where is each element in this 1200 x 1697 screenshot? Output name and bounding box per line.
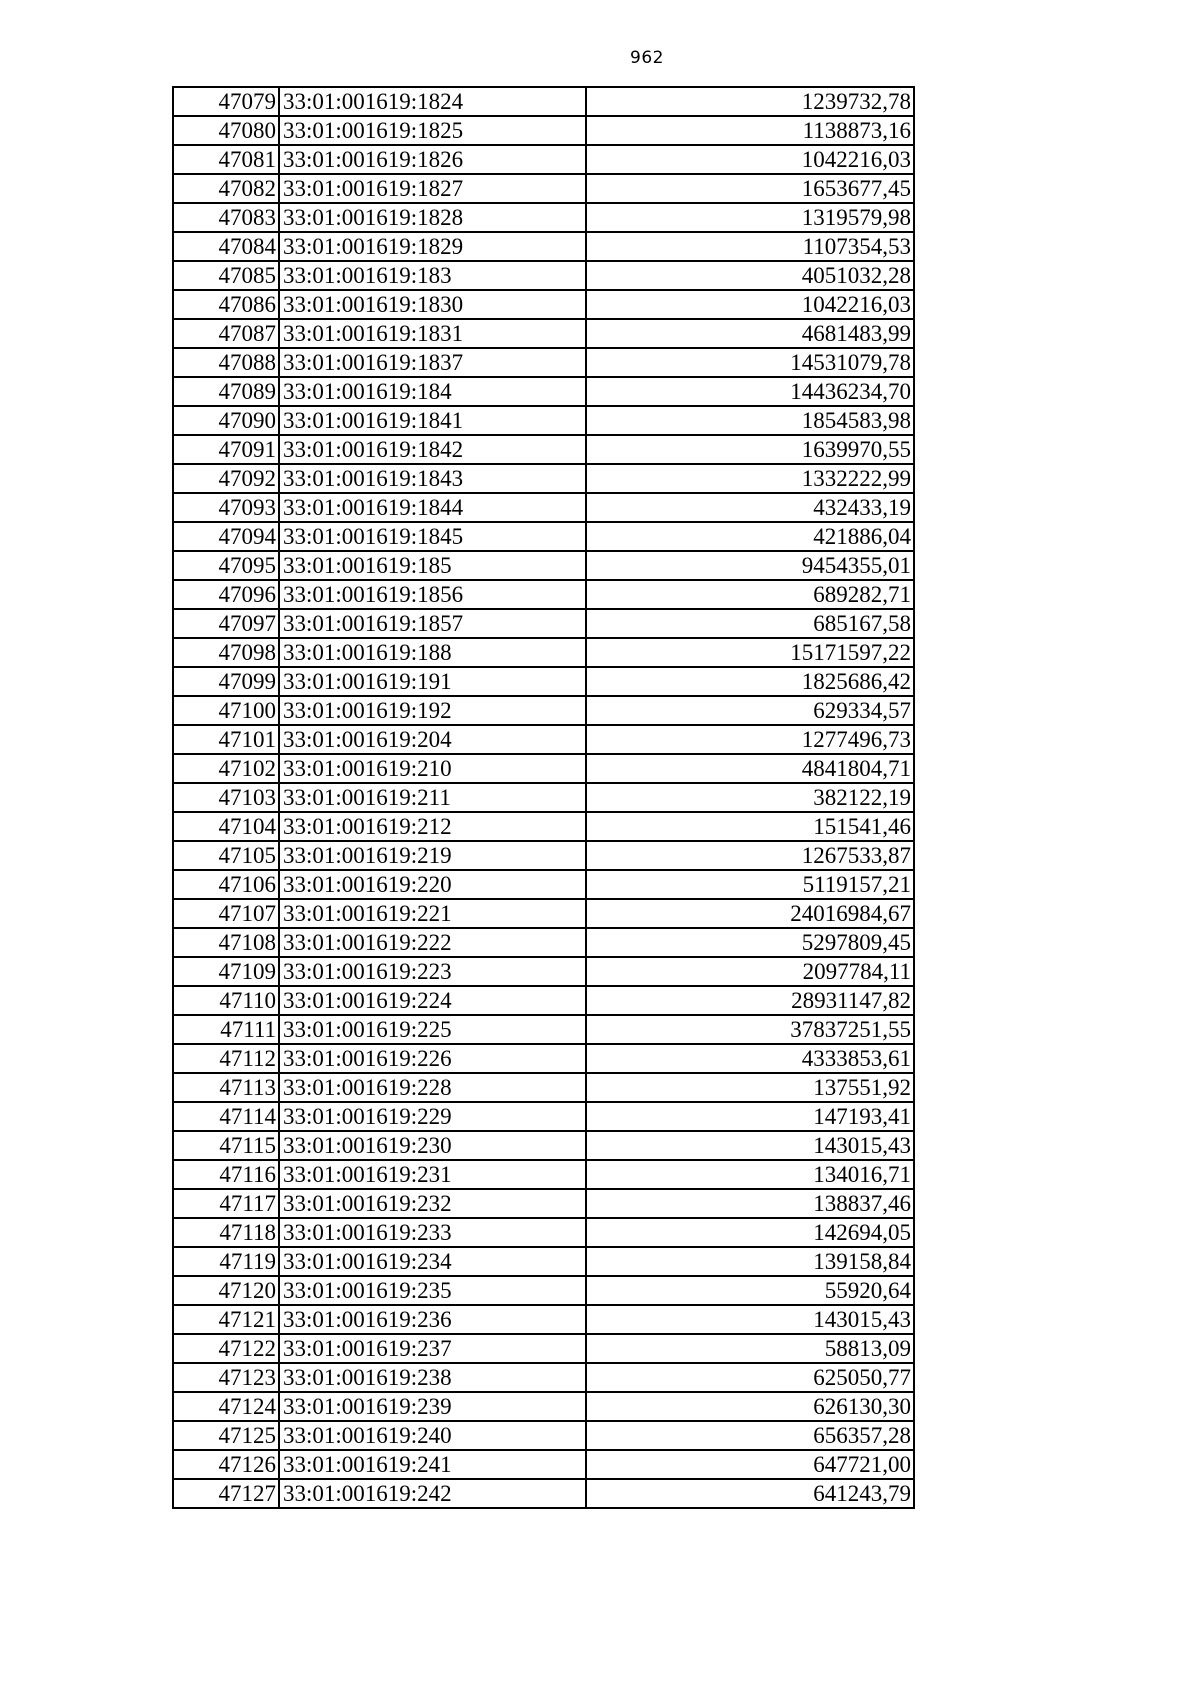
- table-row: [173, 870, 914, 899]
- value-cell: 641243,79: [586, 1479, 914, 1508]
- value-cell: 421886,04: [586, 522, 914, 551]
- table-row: [173, 1015, 914, 1044]
- value-cell: 432433,19: [586, 493, 914, 522]
- value-cell: 58813,09: [586, 1334, 914, 1363]
- row-number-cell: 47121: [173, 1305, 279, 1334]
- cadastral-number-cell: 33:01:001619:1824: [279, 87, 586, 116]
- table-row: [173, 1247, 914, 1276]
- row-number-cell: 47123: [173, 1363, 279, 1392]
- row-number-cell: 47079: [173, 87, 279, 116]
- row-number-cell: 47110: [173, 986, 279, 1015]
- row-number-cell: 47107: [173, 899, 279, 928]
- cadastral-number-cell: 33:01:001619:1825: [279, 116, 586, 145]
- table-row: [173, 841, 914, 870]
- table-row: [173, 609, 914, 638]
- table-row: [173, 522, 914, 551]
- table-row: [173, 1334, 914, 1363]
- table-row: [173, 1160, 914, 1189]
- cadastral-number-cell: 33:01:001619:234: [279, 1247, 586, 1276]
- cadastral-number-cell: 33:01:001619:226: [279, 1044, 586, 1073]
- row-number-cell: 47089: [173, 377, 279, 406]
- table-row: [173, 754, 914, 783]
- value-cell: 689282,71: [586, 580, 914, 609]
- value-cell: 1042216,03: [586, 290, 914, 319]
- value-cell: 4051032,28: [586, 261, 914, 290]
- cadastral-number-cell: 33:01:001619:239: [279, 1392, 586, 1421]
- table-row: [173, 377, 914, 406]
- table-row: [173, 145, 914, 174]
- table-row: [173, 203, 914, 232]
- table-row: [173, 812, 914, 841]
- value-cell: 137551,92: [586, 1073, 914, 1102]
- table-row: [173, 464, 914, 493]
- cadastral-number-cell: 33:01:001619:235: [279, 1276, 586, 1305]
- table-row: [173, 435, 914, 464]
- row-number-cell: 47082: [173, 174, 279, 203]
- cadastral-number-cell: 33:01:001619:1844: [279, 493, 586, 522]
- row-number-cell: 47124: [173, 1392, 279, 1421]
- table-row: [173, 1479, 914, 1508]
- row-number-cell: 47104: [173, 812, 279, 841]
- cadastral-number-cell: 33:01:001619:231: [279, 1160, 586, 1189]
- value-cell: 4681483,99: [586, 319, 914, 348]
- row-number-cell: 47099: [173, 667, 279, 696]
- row-number-cell: 47114: [173, 1102, 279, 1131]
- cadastral-number-cell: 33:01:001619:1842: [279, 435, 586, 464]
- cadastral-number-cell: 33:01:001619:232: [279, 1189, 586, 1218]
- cadastral-number-cell: 33:01:001619:230: [279, 1131, 586, 1160]
- row-number-cell: 47112: [173, 1044, 279, 1073]
- value-cell: 143015,43: [586, 1131, 914, 1160]
- table-row: [173, 261, 914, 290]
- row-number-cell: 47095: [173, 551, 279, 580]
- cadastral-number-cell: 33:01:001619:1843: [279, 464, 586, 493]
- row-number-cell: 47092: [173, 464, 279, 493]
- row-number-cell: 47108: [173, 928, 279, 957]
- table-row: [173, 1189, 914, 1218]
- table-row: [173, 1363, 914, 1392]
- value-cell: 685167,58: [586, 609, 914, 638]
- cadastral-value-table: [172, 86, 915, 1509]
- cadastral-number-cell: 33:01:001619:1828: [279, 203, 586, 232]
- table-row: [173, 1305, 914, 1334]
- row-number-cell: 47120: [173, 1276, 279, 1305]
- value-cell: 14531079,78: [586, 348, 914, 377]
- value-cell: 1639970,55: [586, 435, 914, 464]
- cadastral-number-cell: 33:01:001619:241: [279, 1450, 586, 1479]
- table-row: [173, 725, 914, 754]
- value-cell: 151541,46: [586, 812, 914, 841]
- value-cell: 28931147,82: [586, 986, 914, 1015]
- value-cell: 147193,41: [586, 1102, 914, 1131]
- table-row: [173, 899, 914, 928]
- cadastral-number-cell: 33:01:001619:210: [279, 754, 586, 783]
- cadastral-number-cell: 33:01:001619:1857: [279, 609, 586, 638]
- cadastral-number-cell: 33:01:001619:236: [279, 1305, 586, 1334]
- row-number-cell: 47091: [173, 435, 279, 464]
- cadastral-number-cell: 33:01:001619:219: [279, 841, 586, 870]
- value-cell: 4333853,61: [586, 1044, 914, 1073]
- cadastral-number-cell: 33:01:001619:1856: [279, 580, 586, 609]
- table-row: [173, 638, 914, 667]
- row-number-cell: 47109: [173, 957, 279, 986]
- cadastral-number-cell: 33:01:001619:212: [279, 812, 586, 841]
- cadastral-number-cell: 33:01:001619:1829: [279, 232, 586, 261]
- cadastral-number-cell: 33:01:001619:238: [279, 1363, 586, 1392]
- row-number-cell: 47122: [173, 1334, 279, 1363]
- cadastral-number-cell: 33:01:001619:222: [279, 928, 586, 957]
- row-number-cell: 47125: [173, 1421, 279, 1450]
- row-number-cell: 47083: [173, 203, 279, 232]
- row-number-cell: 47090: [173, 406, 279, 435]
- table-row: [173, 1392, 914, 1421]
- cadastral-number-cell: 33:01:001619:192: [279, 696, 586, 725]
- cadastral-number-cell: 33:01:001619:225: [279, 1015, 586, 1044]
- cadastral-number-cell: 33:01:001619:1830: [279, 290, 586, 319]
- table-row: [173, 1450, 914, 1479]
- cadastral-number-cell: 33:01:001619:185: [279, 551, 586, 580]
- cadastral-number-cell: 33:01:001619:183: [279, 261, 586, 290]
- cadastral-number-cell: 33:01:001619:211: [279, 783, 586, 812]
- value-cell: 656357,28: [586, 1421, 914, 1450]
- row-number-cell: 47127: [173, 1479, 279, 1508]
- cadastral-number-cell: 33:01:001619:220: [279, 870, 586, 899]
- value-cell: 15171597,22: [586, 638, 914, 667]
- value-cell: 629334,57: [586, 696, 914, 725]
- cadastral-number-cell: 33:01:001619:237: [279, 1334, 586, 1363]
- table-body: [173, 87, 914, 1508]
- value-cell: 1277496,73: [586, 725, 914, 754]
- value-cell: 4841804,71: [586, 754, 914, 783]
- table-row: [173, 667, 914, 696]
- value-cell: 14436234,70: [586, 377, 914, 406]
- row-number-cell: 47096: [173, 580, 279, 609]
- row-number-cell: 47126: [173, 1450, 279, 1479]
- row-number-cell: 47111: [173, 1015, 279, 1044]
- table-row: [173, 1421, 914, 1450]
- row-number-cell: 47097: [173, 609, 279, 638]
- value-cell: 1239732,78: [586, 87, 914, 116]
- page-number: 962: [630, 48, 664, 68]
- value-cell: 37837251,55: [586, 1015, 914, 1044]
- cadastral-number-cell: 33:01:001619:240: [279, 1421, 586, 1450]
- table-row: [173, 319, 914, 348]
- value-cell: 1854583,98: [586, 406, 914, 435]
- cadastral-number-cell: 33:01:001619:233: [279, 1218, 586, 1247]
- row-number-cell: 47087: [173, 319, 279, 348]
- row-number-cell: 47102: [173, 754, 279, 783]
- value-cell: 625050,77: [586, 1363, 914, 1392]
- value-cell: 1138873,16: [586, 116, 914, 145]
- row-number-cell: 47105: [173, 841, 279, 870]
- row-number-cell: 47080: [173, 116, 279, 145]
- cadastral-number-cell: 33:01:001619:1845: [279, 522, 586, 551]
- table-row: [173, 87, 914, 116]
- value-cell: 24016984,67: [586, 899, 914, 928]
- table-row: [173, 928, 914, 957]
- value-cell: 143015,43: [586, 1305, 914, 1334]
- value-cell: 9454355,01: [586, 551, 914, 580]
- table-row: [173, 406, 914, 435]
- table-row: [173, 232, 914, 261]
- row-number-cell: 47098: [173, 638, 279, 667]
- value-cell: 1319579,98: [586, 203, 914, 232]
- cadastral-number-cell: 33:01:001619:188: [279, 638, 586, 667]
- table-row: [173, 986, 914, 1015]
- row-number-cell: 47085: [173, 261, 279, 290]
- table-row: [173, 116, 914, 145]
- table-row: [173, 1044, 914, 1073]
- cadastral-number-cell: 33:01:001619:224: [279, 986, 586, 1015]
- row-number-cell: 47081: [173, 145, 279, 174]
- value-cell: 142694,05: [586, 1218, 914, 1247]
- table-row: [173, 1218, 914, 1247]
- cadastral-number-cell: 33:01:001619:1837: [279, 348, 586, 377]
- cadastral-number-cell: 33:01:001619:1826: [279, 145, 586, 174]
- table-row: [173, 493, 914, 522]
- table-row: [173, 348, 914, 377]
- row-number-cell: 47086: [173, 290, 279, 319]
- value-cell: 382122,19: [586, 783, 914, 812]
- value-cell: 5297809,45: [586, 928, 914, 957]
- row-number-cell: 47113: [173, 1073, 279, 1102]
- table-row: [173, 290, 914, 319]
- cadastral-number-cell: 33:01:001619:221: [279, 899, 586, 928]
- cadastral-number-cell: 33:01:001619:229: [279, 1102, 586, 1131]
- row-number-cell: 47101: [173, 725, 279, 754]
- value-cell: 2097784,11: [586, 957, 914, 986]
- cadastral-number-cell: 33:01:001619:184: [279, 377, 586, 406]
- cadastral-number-cell: 33:01:001619:1831: [279, 319, 586, 348]
- cadastral-number-cell: 33:01:001619:204: [279, 725, 586, 754]
- value-cell: 5119157,21: [586, 870, 914, 899]
- cadastral-number-cell: 33:01:001619:223: [279, 957, 586, 986]
- table-row: [173, 1102, 914, 1131]
- row-number-cell: 47118: [173, 1218, 279, 1247]
- table-row: [173, 551, 914, 580]
- row-number-cell: 47117: [173, 1189, 279, 1218]
- row-number-cell: 47119: [173, 1247, 279, 1276]
- value-cell: 1107354,53: [586, 232, 914, 261]
- value-cell: 1042216,03: [586, 145, 914, 174]
- table-row: [173, 1276, 914, 1305]
- row-number-cell: 47088: [173, 348, 279, 377]
- cadastral-number-cell: 33:01:001619:242: [279, 1479, 586, 1508]
- row-number-cell: 47094: [173, 522, 279, 551]
- table-row: [173, 957, 914, 986]
- value-cell: 139158,84: [586, 1247, 914, 1276]
- table-row: [173, 783, 914, 812]
- table-row: [173, 580, 914, 609]
- row-number-cell: 47115: [173, 1131, 279, 1160]
- row-number-cell: 47106: [173, 870, 279, 899]
- cadastral-number-cell: 33:01:001619:1841: [279, 406, 586, 435]
- cadastral-number-cell: 33:01:001619:191: [279, 667, 586, 696]
- value-cell: 647721,00: [586, 1450, 914, 1479]
- row-number-cell: 47103: [173, 783, 279, 812]
- value-cell: 1267533,87: [586, 841, 914, 870]
- value-cell: 626130,30: [586, 1392, 914, 1421]
- value-cell: 1332222,99: [586, 464, 914, 493]
- cadastral-number-cell: 33:01:001619:228: [279, 1073, 586, 1102]
- table-row: [173, 1073, 914, 1102]
- value-cell: 55920,64: [586, 1276, 914, 1305]
- value-cell: 1653677,45: [586, 174, 914, 203]
- row-number-cell: 47100: [173, 696, 279, 725]
- table-row: [173, 174, 914, 203]
- row-number-cell: 47093: [173, 493, 279, 522]
- table-row: [173, 1131, 914, 1160]
- value-cell: 138837,46: [586, 1189, 914, 1218]
- row-number-cell: 47116: [173, 1160, 279, 1189]
- row-number-cell: 47084: [173, 232, 279, 261]
- cadastral-number-cell: 33:01:001619:1827: [279, 174, 586, 203]
- value-cell: 134016,71: [586, 1160, 914, 1189]
- value-cell: 1825686,42: [586, 667, 914, 696]
- table-row: [173, 696, 914, 725]
